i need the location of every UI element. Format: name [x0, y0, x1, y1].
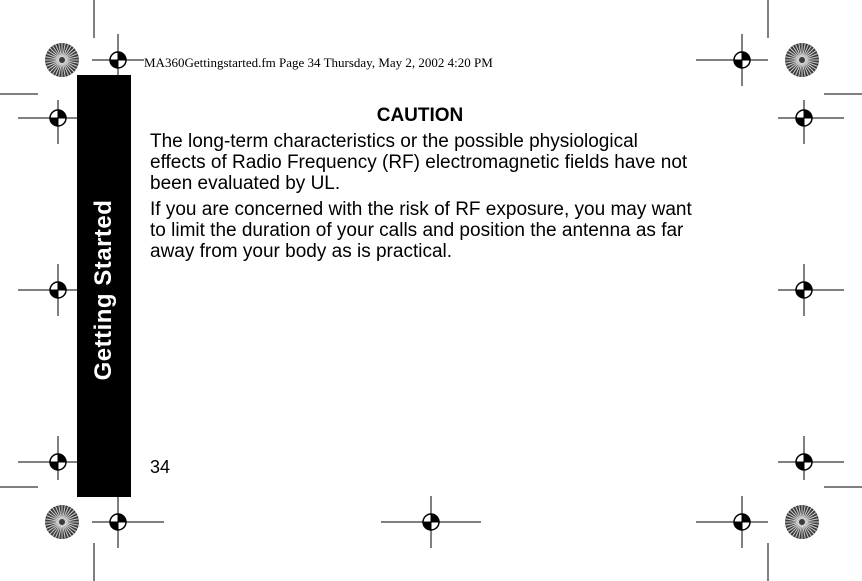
registration-crosshair-icon — [18, 264, 84, 316]
radial-starburst-icon — [45, 43, 79, 77]
registration-crosshair-icon — [778, 100, 844, 144]
registration-crosshair-icon — [18, 100, 84, 144]
registration-crosshair-icon — [696, 34, 768, 86]
caution-paragraph: The long-term characteristics or the possible physiological effects of Radio Frequency (RF) electromagnetic fields have not been evaluated by UL. — [150, 131, 688, 194]
registration-crosshair-icon — [18, 436, 84, 480]
radial-starburst-icon — [785, 43, 819, 77]
print-header: MA360Gettingstarted.fm Page 34 Thursday, May 2, 2002 4:20 PM — [144, 55, 493, 70]
page-number: 34 — [150, 457, 171, 477]
chapter-tab-label: Getting Started — [90, 199, 117, 381]
caution-paragraph: If you are concerned with the risk of RF exposure, you may want to limit the duration of your calls and position the antenna as far away from your body as is practical. — [150, 199, 692, 262]
registration-crosshair-icon — [696, 496, 768, 548]
radial-starburst-icon — [45, 505, 79, 539]
registration-crosshair-icon — [381, 496, 481, 548]
registration-crosshair-icon — [778, 436, 844, 480]
registration-crosshair-icon — [92, 496, 164, 548]
radial-starburst-icon — [785, 505, 819, 539]
registration-crosshair-icon — [778, 264, 844, 316]
caution-heading: CAUTION — [376, 105, 464, 126]
